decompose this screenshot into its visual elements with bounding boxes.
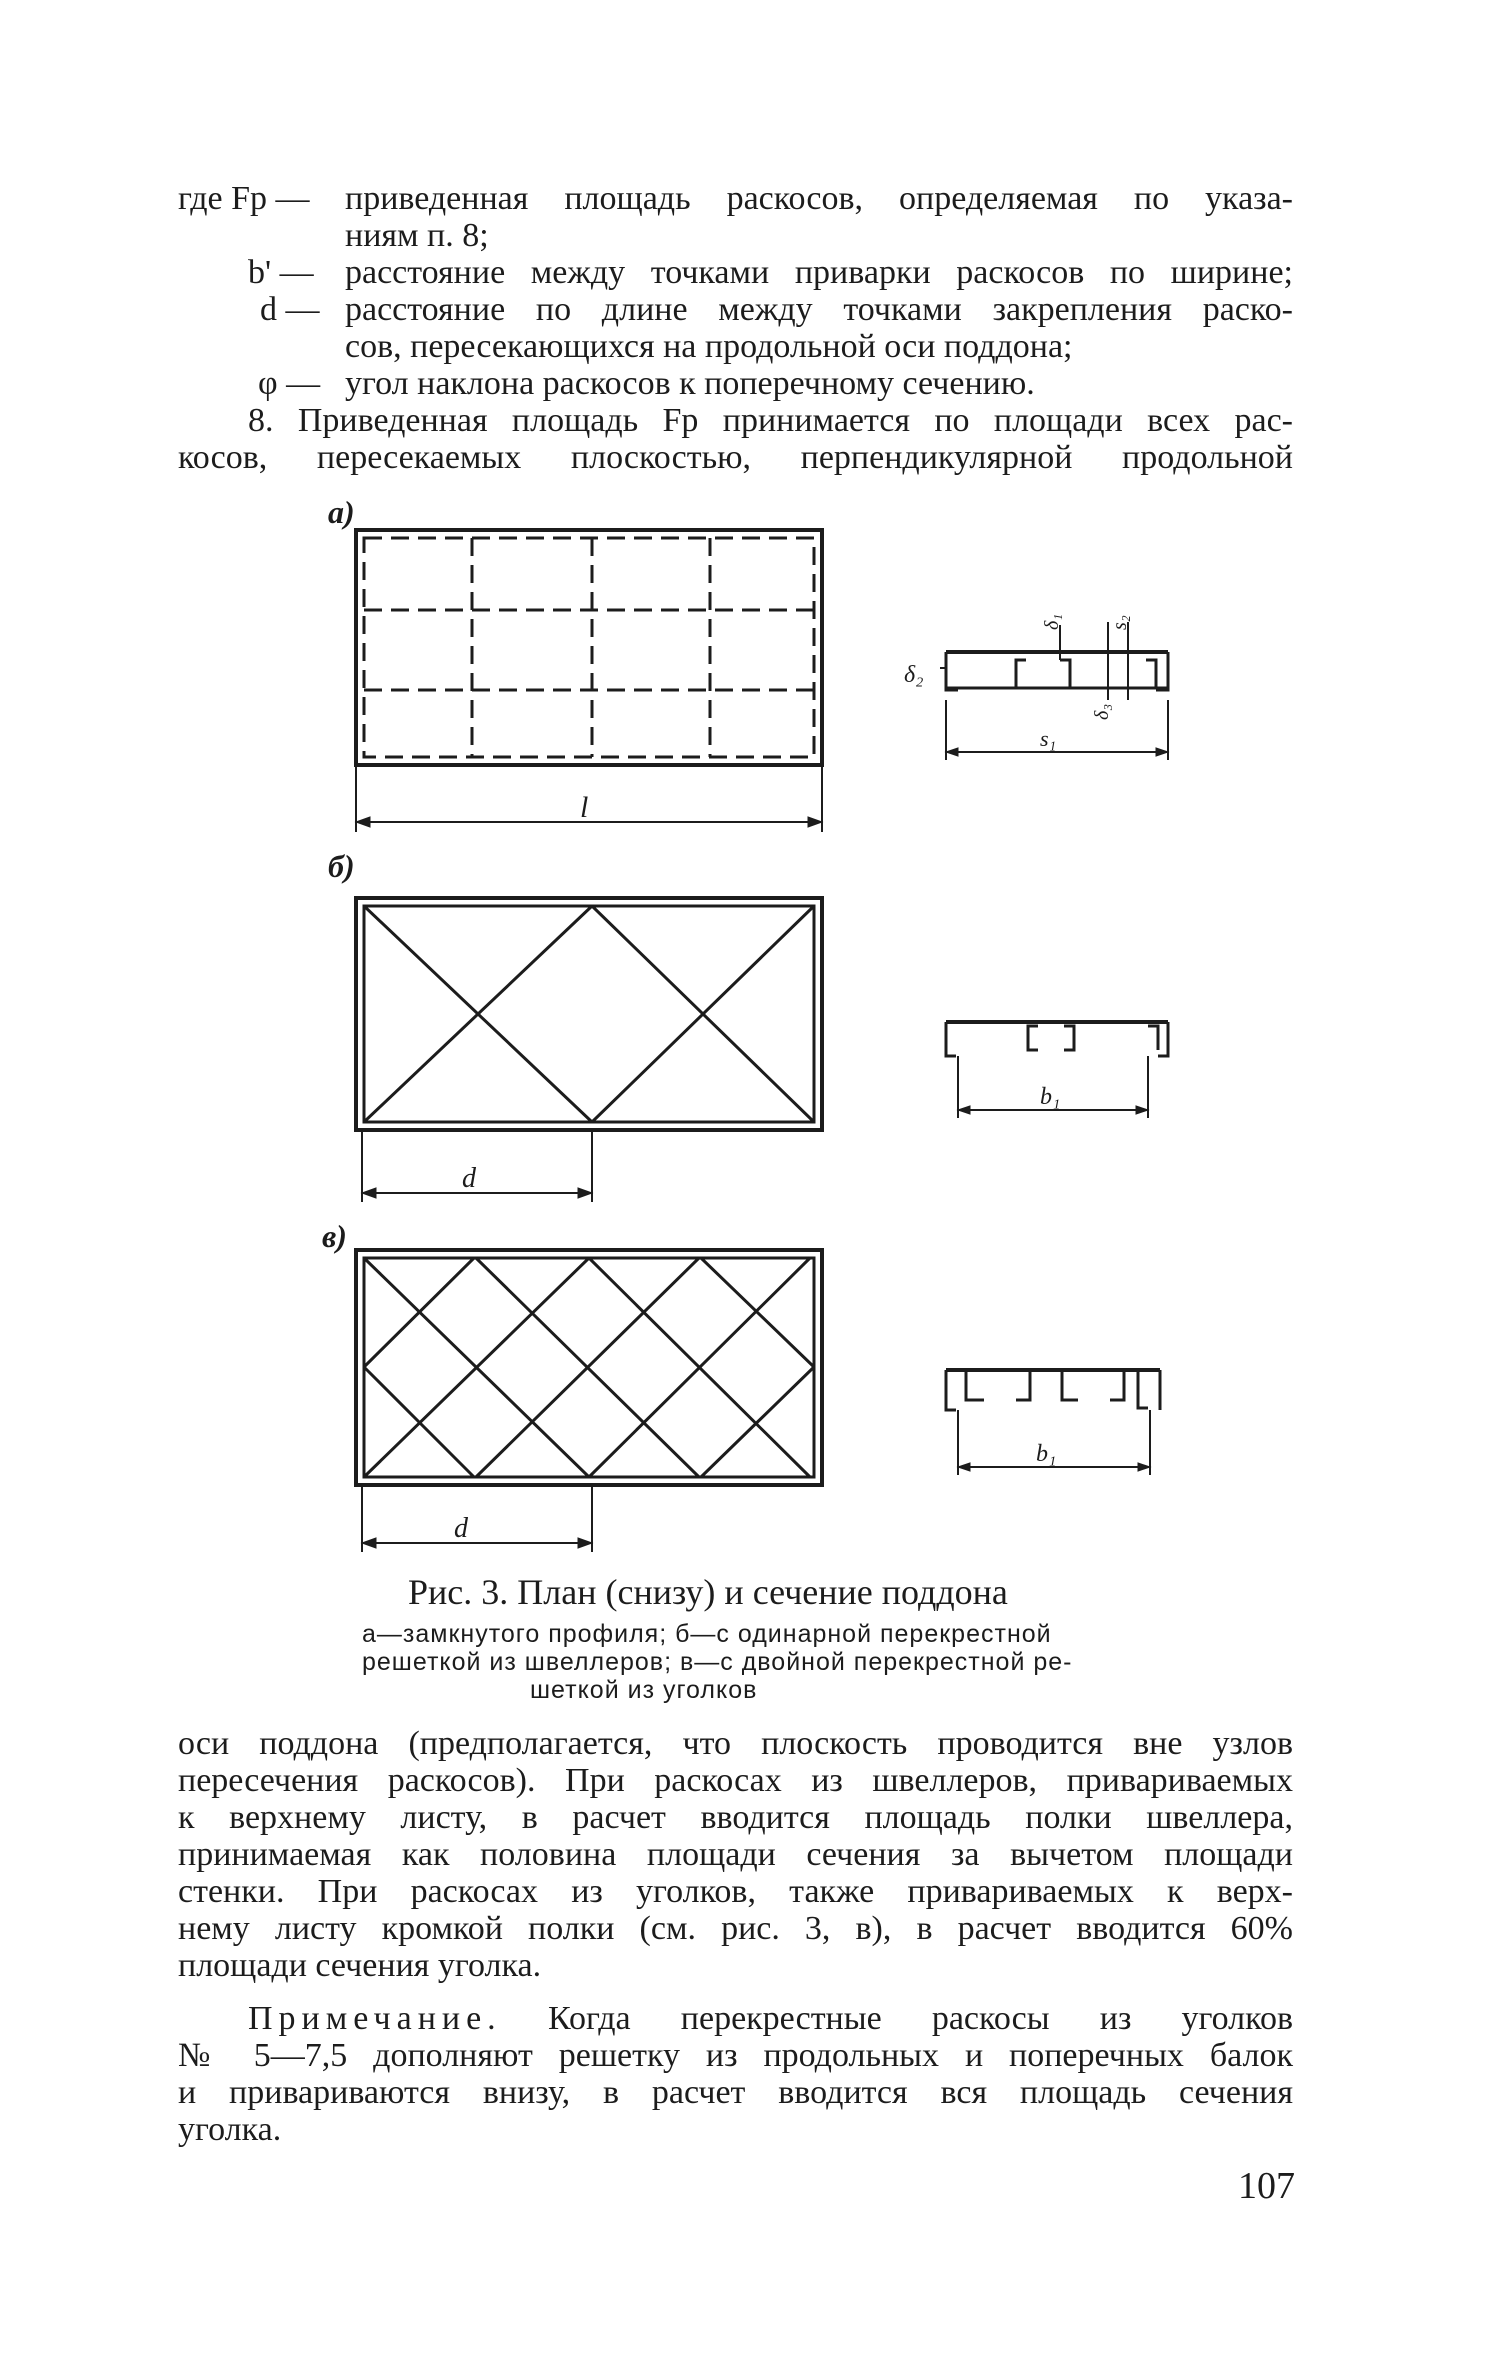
figure-label-b: б) (328, 848, 355, 884)
def-desc: расстояние по длине между точками закрепления раско- (345, 291, 1293, 328)
paragraph-line: нему листу кромкой полки (см. рис. 3, в), в расчет вводится 60% (178, 1910, 1293, 1947)
def-term: φ — (258, 365, 321, 402)
note-line: и привариваются внизу, в расчет вводится вся площадь сечения (178, 2074, 1293, 2111)
paragraph-line: принимаемая как половина площади сечения за вычетом площади (178, 1836, 1293, 1873)
note-line: № 5—7,5 дополняют решетку из продольных и поперечных балок (178, 2037, 1293, 2074)
paragraph-line: пересечения раскосов). При раскосах из швеллеров, привариваемых (178, 1762, 1293, 1799)
plan-v (356, 1250, 822, 1552)
paragraph-line: оси поддона (предполагается, что плоскость проводится вне узлов (178, 1725, 1293, 1762)
figure-caption-line: а—замкнутого профиля; б—с одинарной перекрестной (362, 1620, 1052, 1648)
def-term: b' — (248, 254, 314, 291)
figure-caption-line: решеткой из швеллеров; в—с двойной перекрестной ре- (362, 1648, 1073, 1676)
plan-a (356, 530, 822, 832)
def-desc: приведенная площадь раскосов, определяемая по указа- (345, 180, 1293, 217)
paragraph-line: 8. Приведенная площадь Fр принимается по площади всех рас- (248, 402, 1293, 439)
def-desc-cont: сов, пересекающихся на продольной оси поддона; (345, 328, 1073, 365)
dim-s1-label: s₁ (1040, 726, 1057, 751)
note-head: Примечание. (248, 2000, 502, 2037)
dim-s2-label: s₂ (1109, 615, 1131, 630)
paragraph-line: площади сечения уголка. (178, 1947, 542, 1984)
figure-label-v: в) (322, 1218, 347, 1254)
note-line: уголка. (178, 2111, 282, 2148)
def-desc: расстояние между точками приварки раскосов по ширине; (345, 254, 1293, 291)
dim-b1-label: b₁ (1040, 1084, 1061, 1110)
dim-d-label: d (454, 1513, 468, 1544)
dim-delta3-label: δ₃ (1091, 703, 1113, 720)
dim-b1-label: b₁ (1036, 1441, 1057, 1467)
def-desc-cont: ниям п. 8; (345, 217, 489, 254)
figure-caption-line: шеткой из уголков (530, 1676, 758, 1704)
dim-delta1-label: δ₁ (1041, 613, 1063, 630)
plan-b (356, 898, 822, 1202)
def-term: d — (260, 291, 320, 328)
paragraph-line: косов, пересекаемых плоскостью, перпендикулярной продольной (178, 439, 1293, 476)
figure-caption-title: Рис. 3. План (снизу) и сечение поддона (408, 1572, 1008, 1612)
figure-label-a: а) (328, 494, 355, 530)
def-term: где Fр — (178, 180, 310, 217)
paragraph-line: стенки. При раскосах из уголков, также привариваемых к верх- (178, 1873, 1293, 1910)
paragraph-line: к верхнему листу, в расчет вводится площадь полки швеллера, (178, 1799, 1293, 1836)
dim-l-label: l (580, 791, 589, 824)
dim-delta2-label: δ₂ (904, 662, 924, 688)
page-number: 107 (1238, 2165, 1295, 2207)
dim-d-label: d (462, 1163, 476, 1194)
def-desc: угол наклона раскосов к поперечному сечению. (345, 365, 1035, 402)
note-line: Когда перекрестные раскосы из уголков (548, 2000, 1293, 2037)
